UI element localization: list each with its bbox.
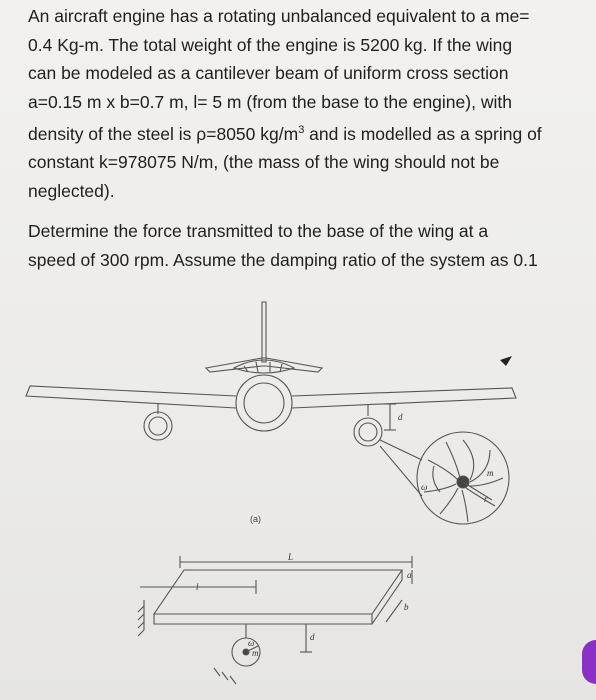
left-engine-fan <box>149 417 167 435</box>
aircraft-diagram <box>0 300 596 700</box>
figure-caption: (a) <box>250 514 261 524</box>
density-exponent: 3 <box>298 124 305 136</box>
callout-line <box>380 440 422 460</box>
label-L: L <box>288 552 294 562</box>
problem-statement <box>28 2 588 274</box>
right-wing <box>292 388 516 408</box>
airplane-drawing <box>26 302 516 684</box>
problem-line: 0.4 Kg-m. The total weight of the engine is 5200 kg. If the wing <box>28 34 513 55</box>
problem-line-density <box>28 116 588 148</box>
fan-rotation-arrow <box>433 466 440 492</box>
label-a: a <box>407 570 412 580</box>
question-line: Determine the force transmitted to the base of the wing at a <box>28 221 489 242</box>
density-text-rest: and is modelled as a spring of <box>304 123 542 144</box>
wall-hatch <box>138 606 144 636</box>
side-tab[interactable] <box>582 640 596 684</box>
b-dimension-line <box>386 600 402 622</box>
fan-radius <box>463 482 492 500</box>
label-m: m <box>487 468 494 478</box>
pointer-icon <box>500 356 512 366</box>
label-l: l <box>196 582 199 592</box>
label-m-beam: m <box>252 648 259 658</box>
problem-line: constant k=978075 N/m, (the mass of the wing should not be <box>28 152 500 173</box>
label-b: b <box>404 602 409 612</box>
fuselage-inner <box>244 383 284 423</box>
beam-front-face <box>154 614 372 624</box>
callout-line <box>380 446 422 496</box>
beam-side-face <box>372 570 402 624</box>
density-text: density of the steel is ρ=8050 kg/m <box>28 123 299 144</box>
left-engine <box>144 412 172 440</box>
base-marks <box>214 668 236 684</box>
tail-fin <box>262 302 266 362</box>
right-engine-fan <box>359 423 377 441</box>
beam-top-face <box>154 570 402 614</box>
problem-line: a=0.15 m x b=0.7 m, l= 5 m (from the base to the engine), with <box>28 91 512 112</box>
label-omega: ω <box>421 482 428 492</box>
problem-line: An aircraft engine has a rotating unbalanced equivalent to a me= <box>28 6 530 26</box>
question-paragraph <box>28 217 588 274</box>
label-r: r <box>484 494 488 504</box>
aircraft-figure <box>0 300 596 700</box>
left-wing <box>26 386 236 408</box>
problem-line: neglected). <box>28 180 115 201</box>
right-engine <box>354 418 382 446</box>
label-d-beam: d <box>310 632 315 642</box>
label-omega-beam: ω <box>248 638 255 648</box>
problem-paragraph <box>28 2 588 205</box>
question-line: speed of 300 rpm. Assume the damping ratio of the system as 0.1 <box>28 249 538 270</box>
problem-line: can be modeled as a cantilever beam of uniform cross section <box>28 63 509 83</box>
label-d: d <box>398 412 403 422</box>
